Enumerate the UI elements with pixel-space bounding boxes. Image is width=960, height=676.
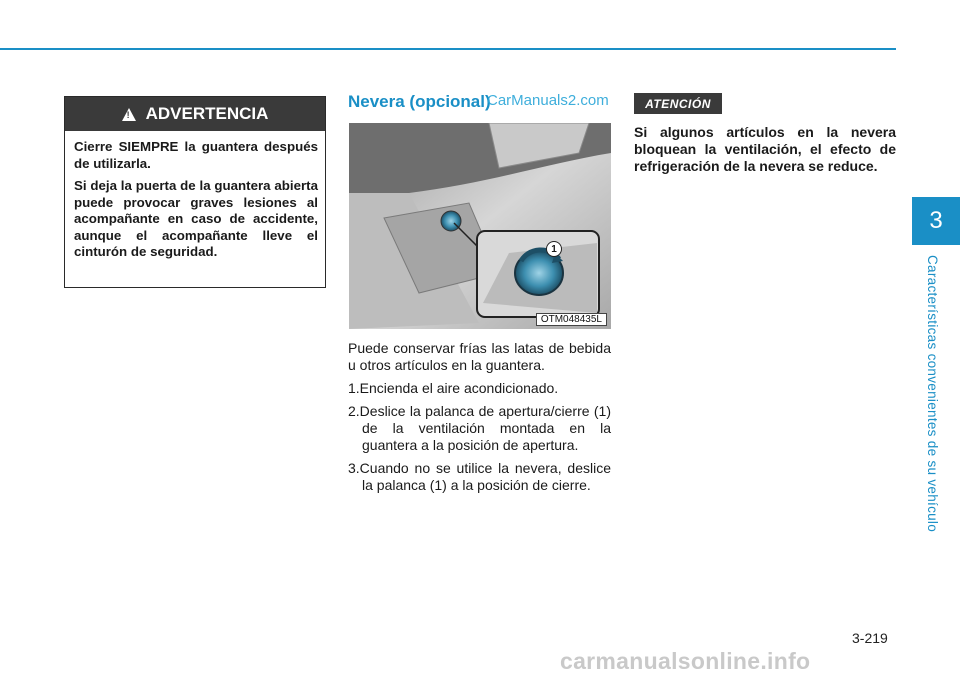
caution-label: ATENCIÓN <box>634 93 722 114</box>
glovebox-illustration <box>349 123 611 329</box>
warning-triangle-icon <box>122 108 136 121</box>
callout-number-badge: 1 <box>546 241 562 257</box>
caution-text: Si algunos artículos en la nevera bloquean la ventilación, el efecto de refrigeración de la nevera se reduce. <box>634 124 896 174</box>
figure-label: OTM048435L <box>536 313 607 326</box>
warning-body <box>65 131 325 261</box>
step-item: 3.Cuando no se utilice la nevera, deslice la palanca (1) a la posición de cierre. <box>348 460 611 493</box>
section-body <box>348 340 611 500</box>
top-rule <box>0 48 896 50</box>
intro-paragraph: Puede conservar frías las latas de bebida u otros artículos en la guantera. <box>348 340 611 373</box>
glovebox-cooler-figure <box>349 123 611 329</box>
watermark-bottom: carmanualsonline.info <box>560 648 811 674</box>
chapter-title-vertical <box>922 255 942 555</box>
watermark-top: CarManuals2.com <box>487 92 609 109</box>
chapter-title: Características convenientes de su vehículo <box>925 255 940 533</box>
step-item: 2.Deslice la palanca de apertura/cierre (1) de la ventilación montada en la guantera a la posición de apertura. <box>348 403 611 453</box>
warning-paragraph: Cierre SIEMPRE la guantera después de utilizarla. <box>74 139 318 171</box>
step-item: 1.Encienda el aire acondicionado. <box>348 380 559 396</box>
page-number: 3-219 <box>852 630 888 646</box>
warning-title: ADVERTENCIA <box>145 104 269 123</box>
warning-box <box>64 96 326 288</box>
section-title: Nevera (opcional) <box>348 92 491 111</box>
warning-paragraph: Si deja la puerta de la guantera abierta puede provocar graves lesiones al acompañante en caso de accidente, aunque el acompañante lleve el cinturón de seguridad. <box>74 178 318 259</box>
warning-header <box>65 97 325 131</box>
chapter-number-tab: 3 <box>912 197 960 245</box>
